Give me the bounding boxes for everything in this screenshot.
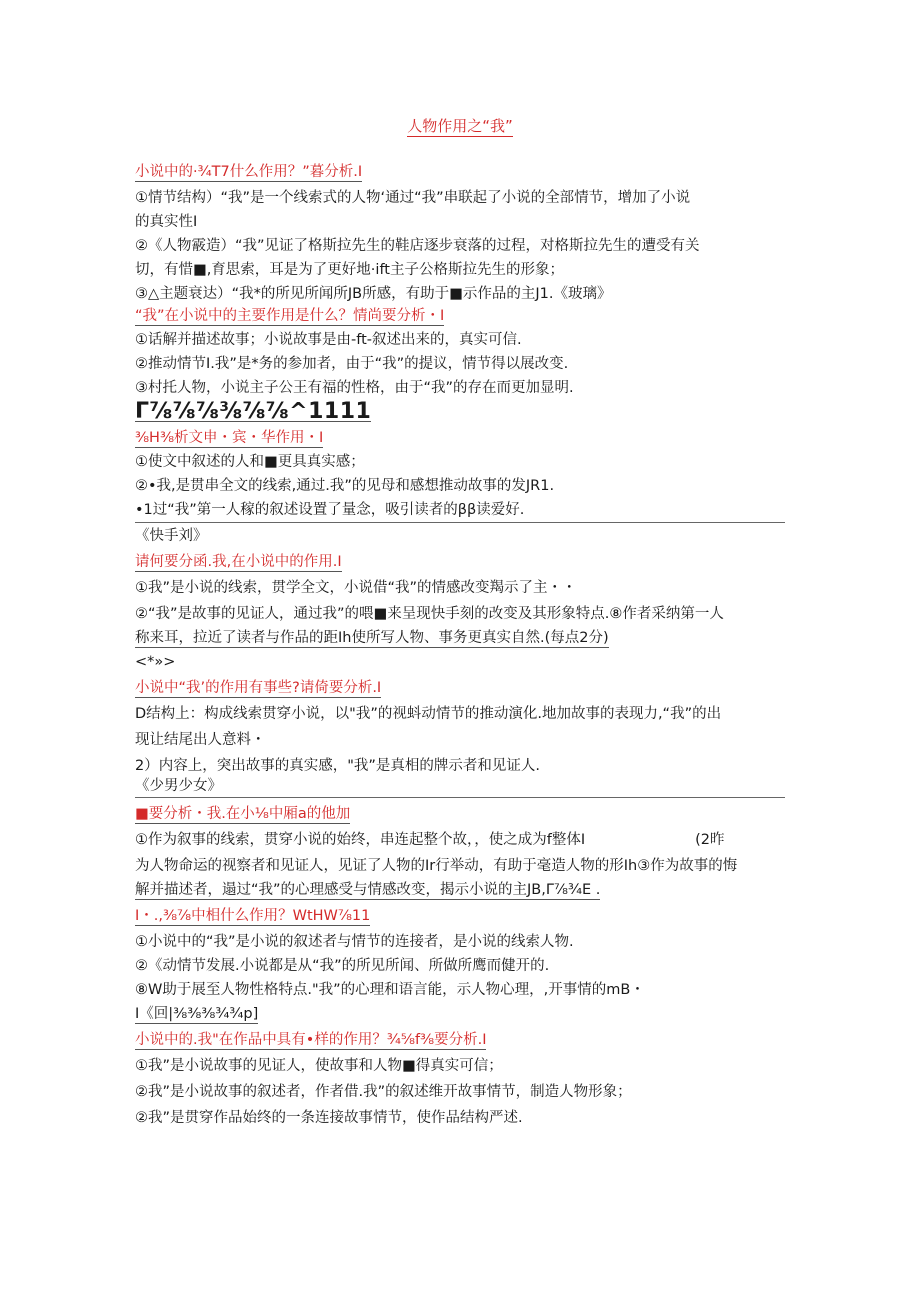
answer-line: ①小说中的“我”是小说的叙述者与情节的连接者，是小说的线索人物. (135, 934, 574, 950)
garbled-heading: Γ⅞⅞⅞⅜⅞⅞^1111 (135, 400, 372, 424)
answer-line: ①使文中叙述的人和■更具真实感； (135, 454, 365, 470)
answer-line: ①话解并描述故事；小说故事是由-ft-叙述出来的，真实可信. (135, 332, 522, 348)
source-title: 《快手刘》 (135, 528, 208, 544)
answer-line: ②《动情节发展.小说都是从“我”的所见所闻、所做所鹰而健开的. (135, 958, 550, 974)
answer-line: 2）内容上，突出故事的真实感，"我”是真相的牌示者和见证人. (135, 758, 541, 774)
answer-line: 现让结尾出人意料・ (135, 732, 266, 748)
source-title: 《少男少女》 (135, 778, 222, 794)
answer-line: ①情节结构）“我”是一个线索式的人物‘通过“我”串联起了小说的全部情节，增加了小说 (135, 190, 691, 206)
source-title: I《回|⅜⅜⅜¾¾p] (135, 1006, 259, 1022)
answer-line: D结构上：构成线索贯穿小说，以"我”的视蚪动情节的推动演化.地加故事的表现力,“我”的出 (135, 706, 722, 722)
answer-line: ⑧W助于展至人物性格特点."我”的心理和语言能，示人物心理，,开事情的mB・ (135, 982, 645, 998)
divider (135, 522, 785, 523)
question-7: I・.,⅜⅞中相什么作用？WtHW⅞11 (135, 908, 371, 924)
document-title: 人物作用之“我” (407, 117, 513, 135)
answer-line: 解并描述者，遢过“我”的心理感受与情感改变，揭示小说的主JB,Γ⅞¾E . (135, 882, 601, 898)
answer-line: ②我”是贯穿作品始终的一条连接故事情节，使作品结构严述. (135, 1110, 523, 1126)
answer-line: ③村托人物，小说主子公王有福的性格，由于“我”的存在而更加显明. (135, 380, 574, 396)
answer-line: ①我”是小说的线索，贯学全文，小说借“我”的情感改变羯示了主・・ (135, 580, 577, 596)
question-1: 小说中的·¾T7什么作用？”暮分析.I (135, 164, 363, 180)
answer-line: 切，有惜■,育思索，耳是为了更好地·ift主子公格斯拉先生的形象； (135, 262, 564, 278)
question-8: 小说中的.我"在作品中具有•样的作用？¾⅝f⅜要分析.I (135, 1032, 487, 1048)
question-6: ■要分析・我.在小⅛中厢a的他加 (135, 806, 351, 822)
answer-line: 称来耳，拉近了读者与作品的距Ih使所写人物、事务更真实自然.(每点2分) (135, 630, 609, 646)
divider (135, 797, 785, 798)
answer-line: ②“我”是故事的见证人，通过我”的喂■来呈现快手刻的改变及其形象特点.⑧作者采纳第一人 (135, 606, 724, 622)
question-4: 请何要分函.我,在小说中的作用.I (135, 554, 342, 570)
answer-line: 为人物命运的视察者和见证人，见证了人物的Ir行举动，有助于毫造人物的形Ih③作为故事的悔 (135, 858, 738, 874)
answer-line: ②《人物霰造）“我”见证了格斯拉先生的鞋店逐步衰落的过程，对格斯拉先生的遭受有关 (135, 238, 700, 254)
answer-line: ①我”是小说故事的见证人，使故事和人物■得真实可信； (135, 1058, 503, 1074)
answer-line: ①作为叙事的线索，贯穿小说的始终，串连起整个故，，使之成为f整体I (2昨 (135, 832, 725, 848)
answer-line: ②推动情节I.我”是*务的参加者，由于“我”的提议，情节得以展改变. (135, 356, 569, 372)
answer-line: ②•我,是贯串全文的线索,通过.我”的见母和感想推动故事的发JR1. (135, 478, 555, 494)
answer-line: •1过“我”第一人稼的叙述设置了量念，吸引读者的ββ读爱好. (135, 502, 525, 518)
question-2: “我”在小说中的主要作用是什么？情尚要分析・I (135, 308, 445, 324)
question-3: ⅜H⅜析文申・宾・华作用・I (135, 430, 324, 446)
question-5: 小说中“我’的作用有事些?请倚要分析.I (135, 680, 382, 696)
answer-line: 的真实性I (135, 214, 198, 230)
answer-line: ③△主题衰达）“我*的所见所闻所JB所感，有助于■示作品的主J1.《玻璃》 (135, 286, 612, 302)
answer-line: ②我”是小说故事的叙述者，作者借.我”的叙述维开故事情节，制造人物形象； (135, 1084, 632, 1100)
source-title: <*»> (135, 654, 176, 670)
